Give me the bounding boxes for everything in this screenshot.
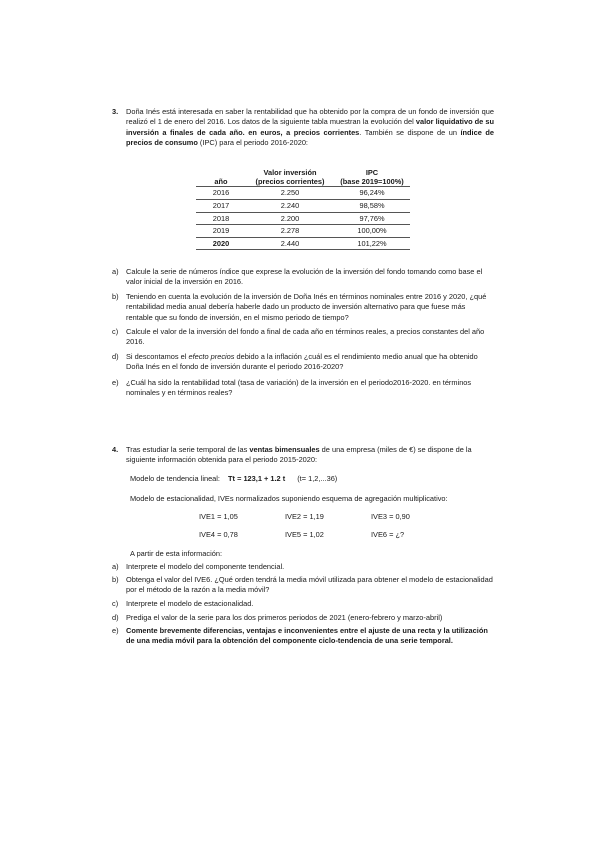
ive-2: IVE2 = 1,19: [285, 512, 324, 521]
q3-item-d: [112, 352, 494, 373]
item-text-part-2: debido a la inflación ¿cuál es el rendimiento medio anual que ha obtenido Doña Inés en el fondo de inversión durante el periodo 2016-2020?: [126, 352, 478, 372]
cell-ipc: 96,24%: [334, 187, 410, 200]
cell-year: 2017: [196, 200, 246, 213]
item-text: Interprete el modelo de estacionalidad.: [126, 599, 254, 608]
ive-4: IVE4 = 0,78: [199, 530, 238, 539]
q3-intro-bold-2: índice de precios de consumo: [126, 127, 494, 148]
q3-intro-text-1: Doña Inés está interesada en saber la rentabilidad que ha obtenido por la compra de un fondo de inversión que realizó el 1 de enero del 2016. Los datos de la siguiente tabla muestran la evolución del: [126, 107, 494, 127]
table-row: [196, 212, 410, 225]
item-text: Comente brevemente diferencias, ventajas e inconvenientes entre el ajuste de una recta y la utilización de una media móvil para la obtención del componente ciclo-tendencia de una serie temporal.: [126, 626, 488, 646]
item-text: Interprete el modelo del componente tendencial.: [126, 562, 285, 571]
question-4-intro: [126, 445, 494, 466]
ive-3: IVE3 = 0,90: [371, 512, 410, 521]
table-header-ipc-1: IPC: [365, 168, 379, 177]
cell-year: 2018: [196, 212, 246, 225]
item-text: Obtenga el valor del IVE6. ¿Qué orden tendrá la media móvil utilizada para obtener el modelo de estacionalidad por el método de la razón a la media móvil?: [126, 575, 493, 595]
table-header-year: año: [214, 177, 228, 187]
q4-item-a: [112, 562, 494, 572]
q4-item-e: [112, 626, 494, 647]
q3-item-c: [112, 327, 494, 348]
q3-item-a: [112, 267, 494, 288]
cell-year: 2016: [196, 187, 246, 200]
cell-value: 2.250: [246, 187, 334, 200]
q3-item-e: [112, 378, 494, 399]
item-text-italic: efecto precios: [188, 352, 235, 361]
trend-formula: Tt = 123,1 + 1.2 t: [228, 474, 286, 483]
item-text: ¿Cuál ha sido la rentabilidad total (tasa de variación) de la inversión en el periodo2016-2020. en términos nominales y en términos reales?: [126, 378, 472, 398]
q4-item-b: [112, 575, 494, 596]
item-label: b): [112, 292, 119, 301]
investment-table: [196, 168, 410, 250]
cell-value: 2.278: [246, 225, 334, 238]
cell-year: 2019: [196, 225, 246, 238]
item-label: a): [112, 267, 119, 276]
question-3-intro: [126, 107, 494, 149]
trend-model-line: [130, 474, 490, 484]
ive-6: IVE6 = ¿?: [371, 530, 405, 539]
item-label: d): [112, 352, 119, 361]
cell-ipc: 101,22%: [334, 237, 410, 250]
item-label: e): [112, 378, 119, 387]
ive-5: IVE5 = 1,02: [285, 530, 324, 539]
item-text: Calcule el valor de la inversión del fondo a final de cada año en términos reales, a precios constantes del año 2016.: [126, 327, 485, 347]
q4-item-d: [112, 613, 494, 623]
table-header-value-2: (precios corrientes): [255, 177, 325, 187]
item-text: [126, 352, 494, 373]
item-text-part-1: Si descontamos el: [126, 352, 189, 361]
cell-value: 2.240: [246, 200, 334, 213]
item-label: d): [112, 613, 119, 622]
table-row: [196, 225, 410, 238]
table-row: [196, 237, 410, 250]
trend-range: (t= 1,2,...36): [297, 474, 338, 483]
item-label: b): [112, 575, 119, 584]
item-label: c): [112, 327, 119, 336]
q4-lead: A partir de esta información:: [130, 549, 223, 558]
seasonality-label: Modelo de estacionalidad, IVEs normalizados suponiendo esquema de agregación multiplicativo:: [130, 494, 448, 503]
item-text: Calcule la serie de números índice que exprese la evolución de la inversión del fondo tomando como base el valor inicial de la inversión en 2016.: [126, 267, 483, 287]
item-text: Prediga el valor de la serie para los dos primeros periodos de 2021 (enero-febrero y marzo-abril): [126, 613, 443, 622]
table-row: [196, 200, 410, 213]
cell-ipc: 97,76%: [334, 212, 410, 225]
table-row: [196, 187, 410, 200]
q3-intro-text-2: . También se dispone de un: [359, 127, 461, 137]
q4-item-c: [112, 599, 494, 609]
question-4-number: 4.: [112, 445, 119, 454]
q3-intro-text-3: (IPC) para el periodo 2016-2020:: [197, 138, 308, 148]
cell-value: 2.440: [246, 237, 334, 250]
table-header-empty: [196, 168, 246, 177]
q3-item-b: [112, 292, 494, 323]
cell-value: 2.200: [246, 212, 334, 225]
cell-ipc: 98,58%: [334, 200, 410, 213]
q3-intro-bold: valor liquidativo de su inversión a finales de cada año. en euros, a precios corrientes: [126, 117, 495, 137]
q4-intro-text-2: de una empresa (miles de €) se dispone de la siguiente información obtenida para el periodo 2015-2020:: [126, 445, 472, 465]
cell-year: 2020: [196, 237, 246, 250]
table-header-ipc-2: (base 2019=100%): [340, 177, 404, 187]
item-label: e): [112, 626, 119, 635]
item-label: a): [112, 562, 119, 571]
table-header-value-1: Valor inversión: [263, 168, 317, 177]
question-3-number: 3.: [112, 107, 119, 116]
trend-label: Modelo de tendencia lineal:: [130, 474, 220, 483]
item-label: c): [112, 599, 119, 608]
q4-intro-text-1: Tras estudiar la serie temporal de las: [126, 445, 250, 454]
q4-intro-bold: ventas bimensuales: [249, 445, 320, 454]
cell-ipc: 100,00%: [334, 225, 410, 238]
ive-1: IVE1 = 1,05: [199, 512, 238, 521]
item-text: Teniendo en cuenta la evolución de la inversión de Doña Inés en términos nominales entre 2016 y 2020, ¿qué rentabilidad media anual debería haberle dado un producto de inversión alternativo para que fuese más rentable que su fondo de inversión, en el mismo periodo de tiempo?: [126, 292, 487, 322]
